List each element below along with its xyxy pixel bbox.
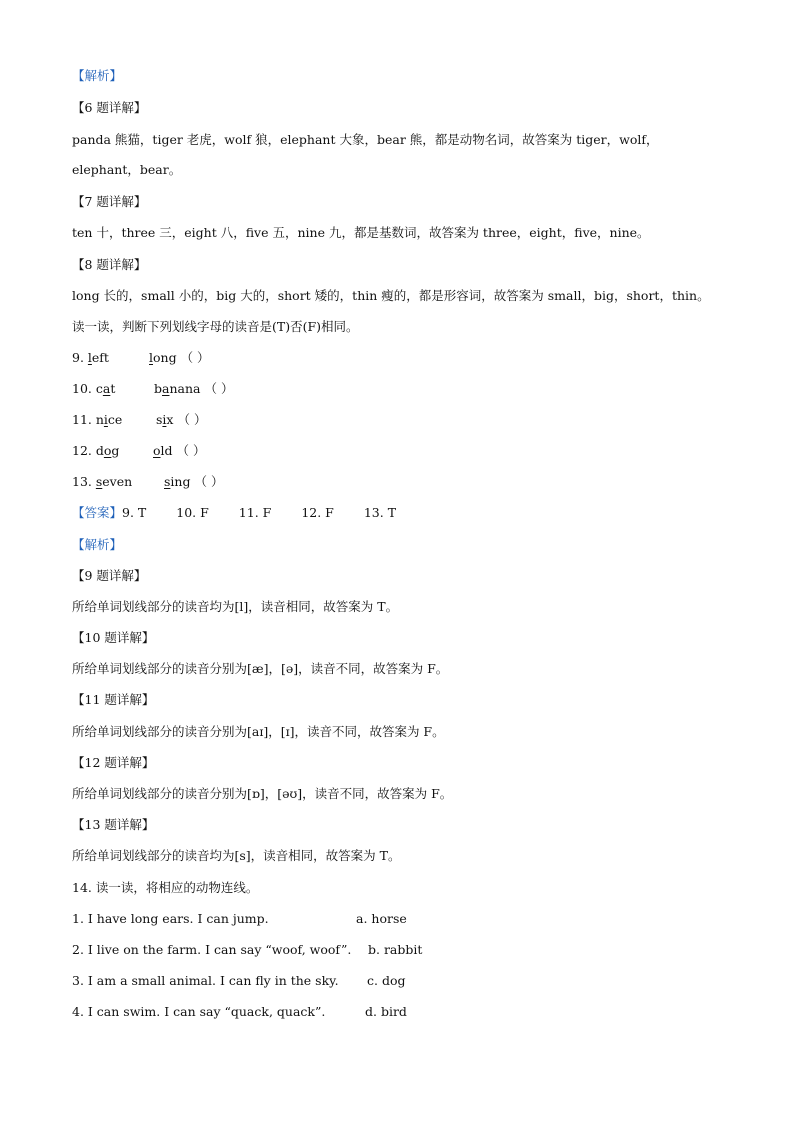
analysis-label: 【解析】: [72, 68, 123, 83]
q9-detail-heading: 【9 题详解】: [72, 568, 147, 583]
q6-detail-line1: panda 熊猫，tiger 老虎，wolf 狼，elephant 大象，bear 熊，都是动物名词，故答案为 tiger，wolf，: [72, 132, 659, 147]
answer-blank: （ ）: [204, 381, 234, 396]
q10-detail-text: 所给单词划线部分的读音分别为[æ]，[ə]，读音不同，故答案为 F。: [72, 661, 449, 676]
q13-detail-heading: 【13 题详解】: [72, 817, 155, 832]
q11-detail-heading: 【11 题详解】: [72, 692, 155, 707]
q6-detail-heading: 【6 题详解】: [72, 100, 147, 115]
q11-detail-text: 所给单词划线部分的读音分别为[aɪ]，[ɪ]，读音不同，故答案为 F。: [72, 724, 445, 739]
answer-10: 10. F: [176, 505, 209, 520]
answer-blank: （ ）: [176, 443, 206, 458]
answer-label: 【答案】: [72, 505, 123, 520]
underlined-letter: s: [164, 474, 171, 489]
matching-sentence: 3. I am a small animal. I can fly in the sky.: [72, 973, 339, 988]
answer-12: 12. F: [301, 505, 334, 520]
q6-detail-line2: elephant，bear。: [72, 162, 182, 177]
q12-detail-heading: 【12 题详解】: [72, 755, 155, 770]
q12-detail-text: 所给单词划线部分的读音分别为[ɒ]，[əʊ]，读音不同，故答案为 F。: [72, 786, 453, 801]
matching-option: b. rabbit: [368, 942, 423, 957]
matching-option: c. dog: [367, 973, 406, 988]
underlined-letter: i: [162, 412, 167, 427]
document-page: 【解析】 【6 题详解】 panda 熊猫，tiger 老虎，wolf 狼，elephant 大象，bear 熊，都是动物名词，故答案为 tiger，wolf， elephant，bear。 【7 题详解】 ten 十，three 三，eight 八，five 五，nine 九，都是基数词，故答案为 three，eight，five，nine。 【8 题详解】 long 长的，small 小的，big 大的，short 矮的，thin 瘦的，都是形容词，故答案为 small，big，short，thin。 读一读，判断下列划线字母的读音是(T)否(F)相同。 9. left long （ ） 10. cat banana （ ） 11. nice six （ ） 12. dog old （ ） 13. seven sing （ ） 【答案】9. T 10. F 11. F 12. F 13. T 【解析】 【9 题详解】 所给单词划线部分的读音均为[l]，读音相同，故答案为 T。 【10 题详解】 所给单词划线部分的读音分别为[æ]，[ə]，读音不同，故答案为 F。 【11 题详解】 所给单词划线部分的读音分别为[aɪ]，[ɪ]，读音不同，故答案为 F。 【12 题详解】 所给单词划线部分的读音分别为[ɒ]，[əʊ]，读音不同，故答案为 F。 【13 题详解】 所给单词划线部分的读音均为[s]，读音相同，故答案为 T。 14. 读一读，将相应的动物连线。 1. I have long ears. I can jump. a. horse 2. I live on the farm. I can say “woof, woof”. b. rabbit 3. I am a small animal. I can fly in the sky. c. dog 4. I can swim. I can say “quack, quack”. d. bird: [72, 68, 710, 1019]
q7-detail-line1: ten 十，three 三，eight 八，five 五，nine 九，都是基数词，故答案为 three，eight，five，nine。: [72, 225, 650, 240]
matching-sentence: 2. I live on the farm. I can say “woof, woof”.: [72, 942, 352, 957]
matching-sentence: 4. I can swim. I can say “quack, quack”.: [72, 1004, 326, 1019]
answer-blank: （ ）: [194, 474, 224, 489]
matching-option: a. horse: [356, 911, 407, 926]
q7-detail-heading: 【7 题详解】: [72, 194, 147, 209]
underlined-letter: o: [153, 443, 161, 458]
underlined-letter: a: [162, 381, 170, 396]
phonics-instruction: 读一读，判断下列划线字母的读音是(T)否(F)相同。: [72, 319, 359, 334]
answer-line: [72, 505, 426, 521]
matching-sentence: 1. I have long ears. I can jump.: [72, 911, 269, 926]
underlined-letter: a: [102, 381, 111, 396]
answer-13: 13. T: [363, 505, 397, 520]
answer-9: 9. T: [122, 505, 147, 520]
q9-detail-text: 所给单词划线部分的读音均为[l]，读音相同，故答案为 T。: [72, 599, 399, 614]
answer-blank: （ ）: [177, 412, 207, 427]
answer-11: 11. F: [238, 505, 272, 520]
answer-blank: （ ）: [180, 350, 210, 365]
q8-detail-line1: long 长的，small 小的，big 大的，short 矮的，thin 瘦的，都是形容词，故答案为 small，big，short，thin。: [72, 288, 710, 303]
matching-instruction: 14. 读一读，将相应的动物连线。: [72, 880, 259, 895]
underlined-letter: i: [103, 412, 108, 427]
analysis-label: 【解析】: [72, 537, 123, 552]
underlined-letter: s: [95, 474, 103, 489]
underlined-letter: o: [103, 443, 112, 458]
underlined-letter: l: [87, 350, 92, 365]
matching-option: d. bird: [365, 1004, 407, 1019]
underlined-letter: l: [149, 350, 153, 365]
q8-detail-heading: 【8 题详解】: [72, 257, 147, 272]
q10-detail-heading: 【10 题详解】: [72, 630, 155, 645]
q13-detail-text: 所给单词划线部分的读音均为[s]，读音相同，故答案为 T。: [72, 848, 401, 863]
